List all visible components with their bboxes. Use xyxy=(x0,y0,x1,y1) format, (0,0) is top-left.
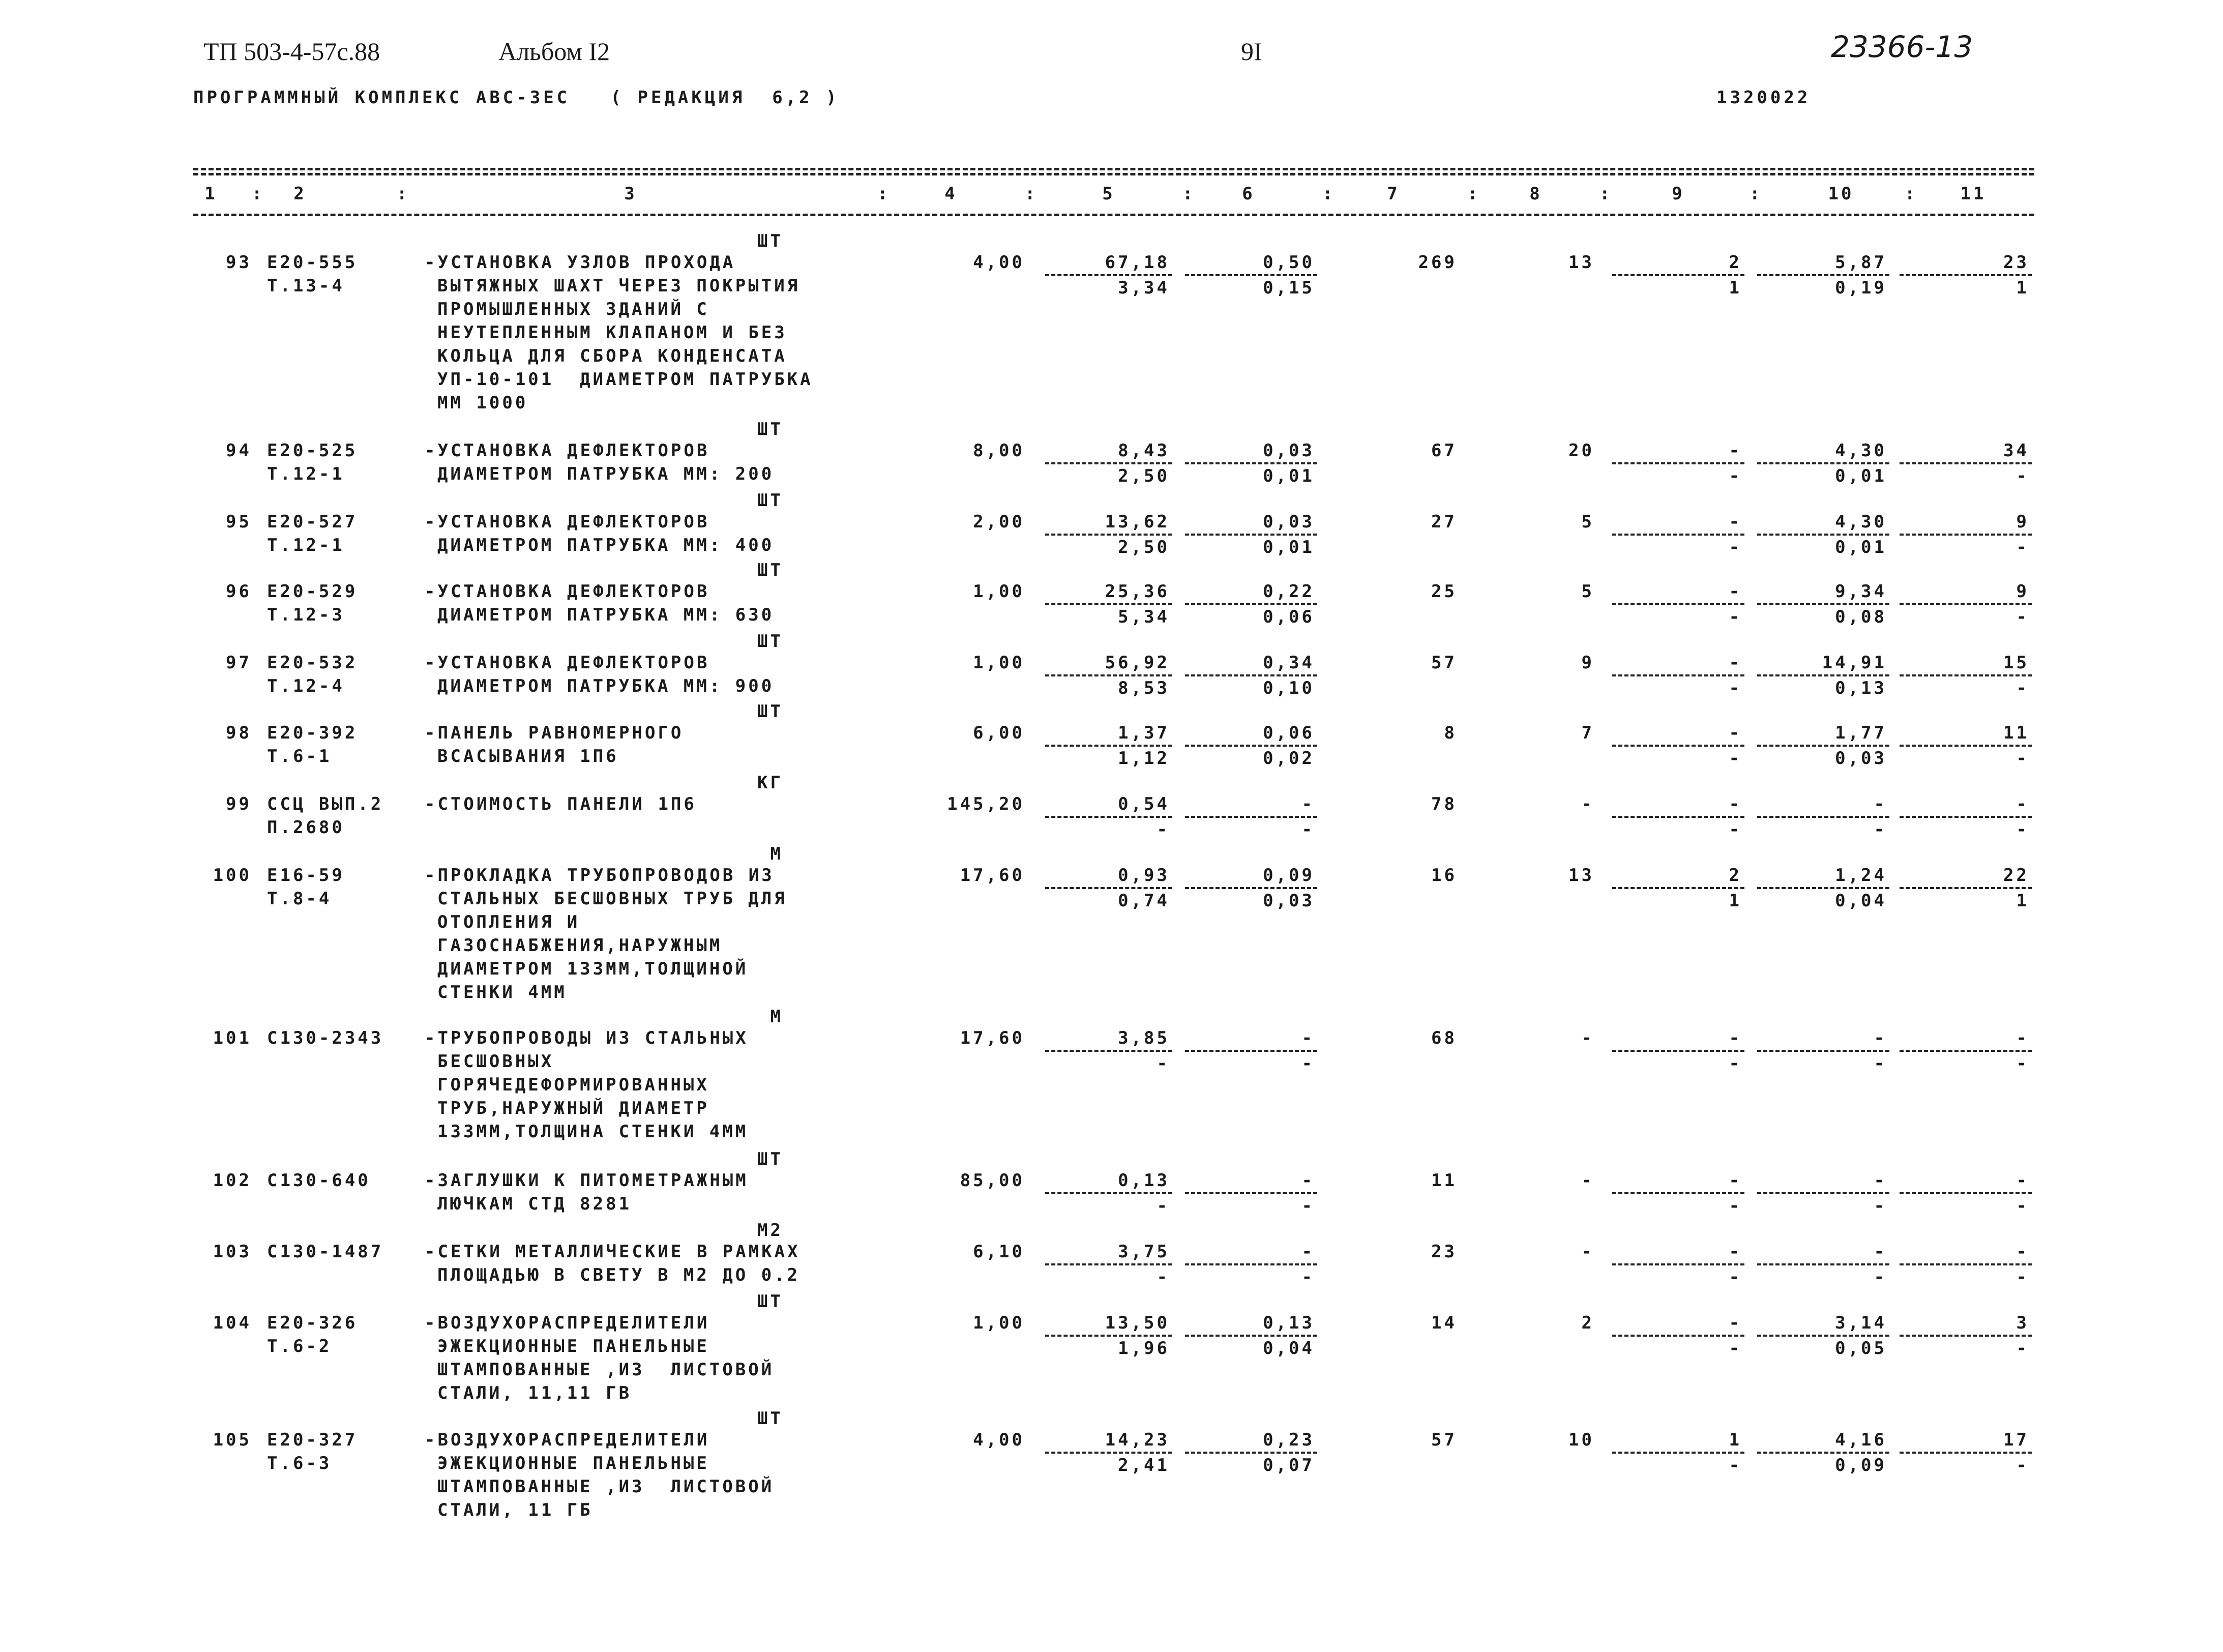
work-description: ТРУБ,НАРУЖНЫЙ ДИАМЕТР xyxy=(437,1098,709,1118)
subvalue-s9: - xyxy=(1729,1338,1742,1359)
value-c9: - xyxy=(1729,653,1742,673)
subvalue-s5: - xyxy=(1157,1267,1170,1287)
row-number: 93 xyxy=(226,252,252,273)
subvalue-s11: - xyxy=(2016,1455,2029,1476)
work-description: -СТОИМОСТЬ ПАНЕЛИ 1П6 xyxy=(425,794,697,814)
row-number: 100 xyxy=(213,865,252,886)
value-c9: - xyxy=(1729,581,1742,602)
subvalue-s6: 0,01 xyxy=(1263,466,1315,486)
subvalue-s5: 8,53 xyxy=(1118,678,1170,698)
value-c6: 0,13 xyxy=(1263,1313,1315,1333)
column-separator: : xyxy=(1905,184,1918,204)
subvalue-s10: 0,05 xyxy=(1835,1338,1887,1359)
value-c11: - xyxy=(2016,1242,2029,1262)
resource-code: Е16-59 xyxy=(267,865,345,886)
column-separator: : xyxy=(1599,184,1613,204)
work-description: ДИАМЕТРОМ ПАТРУБКА ММ: 900 xyxy=(437,676,775,696)
row-number: 101 xyxy=(213,1028,252,1048)
subvalue-s9: - xyxy=(1729,537,1742,557)
value-c11: 23 xyxy=(2003,252,2029,273)
value-c6: - xyxy=(1301,1028,1315,1048)
value-c10: 4,16 xyxy=(1835,1430,1887,1450)
column-number-9: 9 xyxy=(1672,184,1685,204)
subvalue-s6: 0,03 xyxy=(1263,891,1315,911)
subvalue-s6: - xyxy=(1301,1196,1315,1216)
column-number-8: 8 xyxy=(1529,184,1543,204)
subvalue-s9: - xyxy=(1729,678,1742,698)
table-head-rule xyxy=(193,214,2034,216)
column-separator: : xyxy=(1322,184,1336,204)
value-c9: - xyxy=(1729,1242,1742,1262)
subvalue-s5: 3,34 xyxy=(1118,278,1170,298)
value-c6: 0,03 xyxy=(1263,512,1315,532)
resource-code: Е20-555 xyxy=(267,252,358,273)
resource-code: С130-640 xyxy=(267,1170,371,1191)
column-number-7: 7 xyxy=(1387,184,1400,204)
value-c11: 34 xyxy=(2003,440,2029,461)
work-description: 133ММ,ТОЛЩИНА СТЕНКИ 4ММ xyxy=(437,1122,749,1142)
resource-code: Е20-529 xyxy=(267,581,358,602)
subvalue-s6: - xyxy=(1301,1053,1315,1074)
value-c8: 9 xyxy=(1581,653,1594,673)
document-code: ТП 503-4-57с.88 xyxy=(203,37,380,66)
value-c10: - xyxy=(1874,1170,1887,1191)
value-c10: - xyxy=(1874,1242,1887,1262)
resource-code: С130-1487 xyxy=(267,1242,384,1262)
value-c8: - xyxy=(1581,1242,1594,1262)
subvalue-s10: 0,08 xyxy=(1835,607,1887,627)
subvalue-s5: - xyxy=(1157,1196,1170,1216)
value-c5: 8,43 xyxy=(1118,440,1170,461)
unit-label: ШТ xyxy=(757,1408,783,1429)
subvalue-s10: - xyxy=(1874,1267,1887,1287)
column-separator: : xyxy=(877,184,891,204)
subvalue-s11: - xyxy=(2016,537,2029,557)
table-top-rule xyxy=(193,168,2034,170)
value-c7: 57 xyxy=(1431,653,1457,673)
value-c7: 68 xyxy=(1431,1028,1457,1048)
subvalue-s11: - xyxy=(2016,1267,2029,1287)
value-c5: 13,50 xyxy=(1105,1313,1170,1333)
value-c7: 14 xyxy=(1431,1313,1457,1333)
work-description: БЕСШОВНЫХ xyxy=(437,1051,554,1072)
value-c9: - xyxy=(1729,512,1742,532)
subvalue-s5: 5,34 xyxy=(1118,607,1170,627)
work-description: -УСТАНОВКА ДЕФЛЕКТОРОВ xyxy=(425,440,710,461)
value-c9: 2 xyxy=(1729,865,1742,886)
value-c4: 17,60 xyxy=(960,865,1025,886)
subvalue-s6: 0,15 xyxy=(1263,278,1315,298)
unit-label: М xyxy=(770,844,783,864)
value-c8: 20 xyxy=(1568,440,1594,461)
value-c10: 14,91 xyxy=(1822,653,1887,673)
value-c11: 22 xyxy=(2003,865,2029,886)
subvalue-s6: - xyxy=(1301,1267,1315,1287)
page-number: 9I xyxy=(1241,37,1262,66)
subvalue-s11: - xyxy=(2016,819,2029,840)
subvalue-s9: - xyxy=(1729,748,1742,769)
value-c4: 2,00 xyxy=(973,512,1025,532)
column-separator: : xyxy=(1467,184,1480,204)
subvalue-s11: - xyxy=(2016,1338,2029,1359)
value-c7: 67 xyxy=(1431,440,1457,461)
subvalue-s10: 0,13 xyxy=(1835,678,1887,698)
subvalue-s6: 0,06 xyxy=(1263,607,1315,627)
work-description: НЕУТЕПЛЕННЫМ КЛАПАНОМ И БЕЗ xyxy=(437,322,787,343)
subvalue-s5: 2,41 xyxy=(1118,1455,1170,1476)
row-number: 97 xyxy=(226,653,252,673)
column-number-4: 4 xyxy=(944,184,958,204)
value-c8: 13 xyxy=(1568,252,1594,273)
value-c5: 13,62 xyxy=(1105,512,1170,532)
subvalue-s6: 0,10 xyxy=(1263,678,1315,698)
row-number: 104 xyxy=(213,1313,252,1333)
subvalue-s11: - xyxy=(2016,1053,2029,1074)
subvalue-s11: - xyxy=(2016,1196,2029,1216)
row-number: 105 xyxy=(213,1430,252,1450)
value-c7: 23 xyxy=(1431,1242,1457,1262)
value-c11: - xyxy=(2016,1170,2029,1191)
subvalue-s11: - xyxy=(2016,748,2029,769)
value-c4: 4,00 xyxy=(973,252,1025,273)
value-c10: - xyxy=(1874,1028,1887,1048)
value-c10: 1,24 xyxy=(1835,865,1887,886)
column-separator: : xyxy=(1750,184,1763,204)
document-number: 1320022 xyxy=(1716,87,1811,108)
work-description: СТАЛЬНЫХ БЕСШОВНЫХ ТРУБ ДЛЯ xyxy=(437,889,787,909)
column-separator: : xyxy=(1025,184,1038,204)
subvalue-s10: 0,01 xyxy=(1835,466,1887,486)
value-c5: 3,85 xyxy=(1118,1028,1170,1048)
subvalue-s9: - xyxy=(1729,1053,1742,1074)
resource-code: Т.6-1 xyxy=(267,746,332,766)
resource-code: ССЦ ВЫП.2 xyxy=(267,794,384,814)
subvalue-s9: - xyxy=(1729,819,1742,840)
subvalue-s9: - xyxy=(1729,1455,1742,1476)
value-c9: - xyxy=(1729,1170,1742,1191)
value-c8: 5 xyxy=(1581,581,1594,602)
column-number-3: 3 xyxy=(624,184,637,204)
subvalue-s11: - xyxy=(2016,678,2029,698)
value-c11: 9 xyxy=(2016,512,2029,532)
subvalue-s5: 1,12 xyxy=(1118,748,1170,769)
work-description: ВЫТЯЖНЫХ ШАХТ ЧЕРЕЗ ПОКРЫТИЯ xyxy=(437,276,801,296)
unit-label: ШТ xyxy=(757,1149,783,1169)
value-c10: 4,30 xyxy=(1835,512,1887,532)
column-number-2: 2 xyxy=(293,184,307,204)
program-line: ПРОГРАММНЫЙ КОМПЛЕКС АВС-3ЕС ( РЕДАКЦИЯ 6,2 ) xyxy=(193,87,840,108)
value-c6: 0,34 xyxy=(1263,653,1315,673)
work-description: -УСТАНОВКА ДЕФЛЕКТОРОВ xyxy=(425,581,710,602)
subvalue-s10: - xyxy=(1874,819,1887,840)
value-c6: 0,09 xyxy=(1263,865,1315,886)
value-c10: 3,14 xyxy=(1835,1313,1887,1333)
value-c11: 9 xyxy=(2016,581,2029,602)
value-c4: 85,00 xyxy=(960,1170,1025,1191)
value-c10: 5,87 xyxy=(1835,252,1887,273)
resource-code: Е20-327 xyxy=(267,1430,358,1450)
work-description: ДИАМЕТРОМ ПАТРУБКА ММ: 200 xyxy=(437,464,775,484)
resource-code: П.2680 xyxy=(267,817,345,838)
value-c7: 78 xyxy=(1431,794,1457,814)
table-top-rule-2 xyxy=(193,173,2034,175)
row-number: 94 xyxy=(226,440,252,461)
value-c9: - xyxy=(1729,1313,1742,1333)
subvalue-s9: 1 xyxy=(1729,278,1742,298)
value-c8: - xyxy=(1581,794,1594,814)
work-description: -УСТАНОВКА ДЕФЛЕКТОРОВ xyxy=(425,653,710,673)
value-c10: - xyxy=(1874,794,1887,814)
value-c7: 27 xyxy=(1431,512,1457,532)
column-number-6: 6 xyxy=(1242,184,1255,204)
unit-label: М xyxy=(770,1007,783,1027)
work-description: СТЕНКИ 4ММ xyxy=(437,982,567,1002)
column-separator: : xyxy=(1182,184,1196,204)
work-description: -ЗАГЛУШКИ К ПИТОМЕТРАЖНЫМ xyxy=(425,1170,749,1191)
resource-code: Т.6-2 xyxy=(267,1336,332,1356)
unit-label: ШТ xyxy=(757,1291,783,1312)
value-c10: 1,77 xyxy=(1835,723,1887,743)
value-c8: - xyxy=(1581,1170,1594,1191)
column-separator: : xyxy=(252,184,265,204)
unit-label: ШТ xyxy=(757,231,783,251)
subvalue-s10: 0,09 xyxy=(1835,1455,1887,1476)
resource-code: Т.12-1 xyxy=(267,535,345,555)
resource-code: Т.8-4 xyxy=(267,889,332,909)
value-c8: - xyxy=(1581,1028,1594,1048)
resource-code: Е20-392 xyxy=(267,723,358,743)
value-c8: 7 xyxy=(1581,723,1594,743)
value-c11: - xyxy=(2016,794,2029,814)
subvalue-s6: - xyxy=(1301,819,1315,840)
value-c9: - xyxy=(1729,1028,1742,1048)
subvalue-s9: - xyxy=(1729,1196,1742,1216)
subvalue-s11: 1 xyxy=(2016,891,2029,911)
value-c9: - xyxy=(1729,794,1742,814)
value-c6: - xyxy=(1301,1170,1315,1191)
archive-stamp: 23366-13 xyxy=(1831,29,1973,64)
subvalue-s6: 0,01 xyxy=(1263,537,1315,557)
value-c8: 10 xyxy=(1568,1430,1594,1450)
work-description: ШТАМПОВАННЫЕ ,ИЗ ЛИСТОВОЙ xyxy=(437,1360,775,1380)
value-c5: 1,37 xyxy=(1118,723,1170,743)
value-c6: 0,50 xyxy=(1263,252,1315,273)
work-description: СТАЛИ, 11,11 ГВ xyxy=(437,1383,632,1403)
value-c7: 25 xyxy=(1431,581,1457,602)
unit-label: ШТ xyxy=(757,419,783,439)
work-description: ММ 1000 xyxy=(437,393,528,413)
column-number-5: 5 xyxy=(1102,184,1115,204)
value-c9: 1 xyxy=(1729,1430,1742,1450)
work-description: ПЛОЩАДЬЮ В СВЕТУ В М2 ДО 0.2 xyxy=(437,1265,801,1285)
value-c9: - xyxy=(1729,440,1742,461)
work-description: -СЕТКИ МЕТАЛЛИЧЕСКИЕ В РАМКАХ xyxy=(425,1242,801,1262)
subvalue-s11: - xyxy=(2016,607,2029,627)
value-c5: 0,93 xyxy=(1118,865,1170,886)
subvalue-s11: 1 xyxy=(2016,278,2029,298)
value-c4: 1,00 xyxy=(973,581,1025,602)
subvalue-s5: 0,74 xyxy=(1118,891,1170,911)
value-c4: 6,10 xyxy=(973,1242,1025,1262)
value-c5: 56,92 xyxy=(1105,653,1170,673)
value-c4: 6,00 xyxy=(973,723,1025,743)
work-description: СТАЛИ, 11 ГБ xyxy=(437,1500,593,1520)
resource-code: Т.6-3 xyxy=(267,1453,332,1473)
resource-code: Е20-527 xyxy=(267,512,358,532)
resource-code: Т.13-4 xyxy=(267,276,345,296)
unit-label: ШТ xyxy=(757,631,783,652)
value-c7: 269 xyxy=(1418,252,1457,273)
resource-code: С130-2343 xyxy=(267,1028,384,1048)
subvalue-s5: 2,50 xyxy=(1118,537,1170,557)
subvalue-s9: - xyxy=(1729,1267,1742,1287)
value-c6: - xyxy=(1301,1242,1315,1262)
unit-label: М2 xyxy=(757,1220,783,1241)
resource-code: Т.12-3 xyxy=(267,605,345,625)
value-c4: 17,60 xyxy=(960,1028,1025,1048)
row-number: 102 xyxy=(213,1170,252,1191)
value-c9: - xyxy=(1729,723,1742,743)
value-c7: 57 xyxy=(1431,1430,1457,1450)
value-c4: 1,00 xyxy=(973,653,1025,673)
work-description: ДИАМЕТРОМ ПАТРУБКА ММ: 630 xyxy=(437,605,775,625)
work-description: -ВОЗДУХОРАСПРЕДЕЛИТЕЛИ xyxy=(425,1430,710,1450)
subvalue-s6: 0,04 xyxy=(1263,1338,1315,1359)
work-description: ОТОПЛЕНИЯ И xyxy=(437,912,580,932)
unit-label: КГ xyxy=(757,773,783,793)
value-c9: 2 xyxy=(1729,252,1742,273)
value-c5: 67,18 xyxy=(1105,252,1170,273)
subvalue-s6: 0,07 xyxy=(1263,1455,1315,1476)
work-description: ГОРЯЧЕДЕФОРМИРОВАННЫХ xyxy=(437,1075,709,1095)
unit-label: ШТ xyxy=(757,490,783,511)
value-c5: 0,54 xyxy=(1118,794,1170,814)
work-description: -ПРОКЛАДКА ТРУБОПРОВОДОВ ИЗ xyxy=(425,865,775,886)
work-description: ЭЖЕКЦИОННЫЕ ПАНЕЛЬНЫЕ xyxy=(437,1453,709,1473)
value-c8: 5 xyxy=(1581,512,1594,532)
row-number: 96 xyxy=(226,581,252,602)
subvalue-s10: 0,04 xyxy=(1835,891,1887,911)
subvalue-s10: 0,03 xyxy=(1835,748,1887,769)
value-c4: 8,00 xyxy=(973,440,1025,461)
value-c11: 15 xyxy=(2003,653,2029,673)
unit-label: ШТ xyxy=(757,560,783,580)
value-c11: 17 xyxy=(2003,1430,2029,1450)
value-c6: 0,06 xyxy=(1263,723,1315,743)
row-number: 95 xyxy=(226,512,252,532)
work-description: ПРОМЫШЛЕННЫХ ЗДАНИЙ С xyxy=(437,299,709,319)
subvalue-s10: - xyxy=(1874,1053,1887,1074)
work-description: -ПАНЕЛЬ РАВНОМЕРНОГО xyxy=(425,723,684,743)
value-c7: 8 xyxy=(1444,723,1457,743)
row-number: 98 xyxy=(226,723,252,743)
resource-code: Е20-525 xyxy=(267,440,358,461)
subvalue-s5: - xyxy=(1157,819,1170,840)
work-description: ДИАМЕТРОМ ПАТРУБКА ММ: 400 xyxy=(437,535,775,555)
subvalue-s6: 0,02 xyxy=(1263,748,1315,769)
resource-code: Е20-532 xyxy=(267,653,358,673)
subvalue-s10: - xyxy=(1874,1196,1887,1216)
subvalue-s5: 1,96 xyxy=(1118,1338,1170,1359)
row-number: 103 xyxy=(213,1242,252,1262)
value-c5: 14,23 xyxy=(1105,1430,1170,1450)
value-c7: 16 xyxy=(1431,865,1457,886)
subvalue-s9: 1 xyxy=(1729,891,1742,911)
value-c4: 4,00 xyxy=(973,1430,1025,1450)
resource-code: Т.12-1 xyxy=(267,464,345,484)
album-label: Альбом I2 xyxy=(498,37,610,66)
value-c4: 1,00 xyxy=(973,1313,1025,1333)
work-description: -УСТАНОВКА УЗЛОВ ПРОХОДА xyxy=(425,252,736,273)
work-description: УП-10-101 ДИАМЕТРОМ ПАТРУБКА xyxy=(437,369,813,390)
subvalue-s9: - xyxy=(1729,607,1742,627)
resource-code: Т.12-4 xyxy=(267,676,345,696)
subvalue-s10: 0,01 xyxy=(1835,537,1887,557)
value-c11: 11 xyxy=(2003,723,2029,743)
work-description: ВСАСЫВАНИЯ 1П6 xyxy=(437,746,619,766)
value-c5: 0,13 xyxy=(1118,1170,1170,1191)
subvalue-s10: 0,19 xyxy=(1835,278,1887,298)
work-description: ШТАМПОВАННЫЕ ,ИЗ ЛИСТОВОЙ xyxy=(437,1477,775,1497)
subvalue-s11: - xyxy=(2016,466,2029,486)
work-description: -ВОЗДУХОРАСПРЕДЕЛИТЕЛИ xyxy=(425,1313,710,1333)
row-number: 99 xyxy=(226,794,252,814)
unit-label: ШТ xyxy=(757,701,783,722)
subvalue-s5: 2,50 xyxy=(1118,466,1170,486)
work-description: ЛЮЧКАМ СТД 8281 xyxy=(437,1194,632,1214)
work-description: ДИАМЕТРОМ 133ММ,ТОЛЩИНОЙ xyxy=(437,959,749,979)
work-description: -УСТАНОВКА ДЕФЛЕКТОРОВ xyxy=(425,512,710,532)
value-c6: - xyxy=(1301,794,1315,814)
value-c11: - xyxy=(2016,1028,2029,1048)
work-description: ЭЖЕКЦИОННЫЕ ПАНЕЛЬНЫЕ xyxy=(437,1336,709,1356)
column-number-10: 10 xyxy=(1828,184,1854,204)
value-c6: 0,23 xyxy=(1263,1430,1315,1450)
value-c10: 4,30 xyxy=(1835,440,1887,461)
value-c5: 25,36 xyxy=(1105,581,1170,602)
value-c4: 145,20 xyxy=(947,794,1025,814)
value-c8: 13 xyxy=(1568,865,1594,886)
value-c11: 3 xyxy=(2016,1313,2029,1333)
column-separator: : xyxy=(397,184,410,204)
value-c8: 2 xyxy=(1581,1313,1594,1333)
value-c6: 0,22 xyxy=(1263,581,1315,602)
subvalue-s5: - xyxy=(1157,1053,1170,1074)
value-c10: 9,34 xyxy=(1835,581,1887,602)
value-c6: 0,03 xyxy=(1263,440,1315,461)
column-number-11: 11 xyxy=(1960,184,1987,204)
work-description: КОЛЬЦА ДЛЯ СБОРА КОНДЕНСАТА xyxy=(437,346,787,366)
work-description: -ТРУБОПРОВОДЫ ИЗ СТАЛЬНЫХ xyxy=(425,1028,749,1048)
work-description: ГАЗОСНАБЖЕНИЯ,НАРУЖНЫМ xyxy=(437,935,723,956)
column-number-1: 1 xyxy=(204,184,218,204)
resource-code: Е20-326 xyxy=(267,1313,358,1333)
value-c5: 3,75 xyxy=(1118,1242,1170,1262)
value-c7: 11 xyxy=(1431,1170,1457,1191)
subvalue-s9: - xyxy=(1729,466,1742,486)
